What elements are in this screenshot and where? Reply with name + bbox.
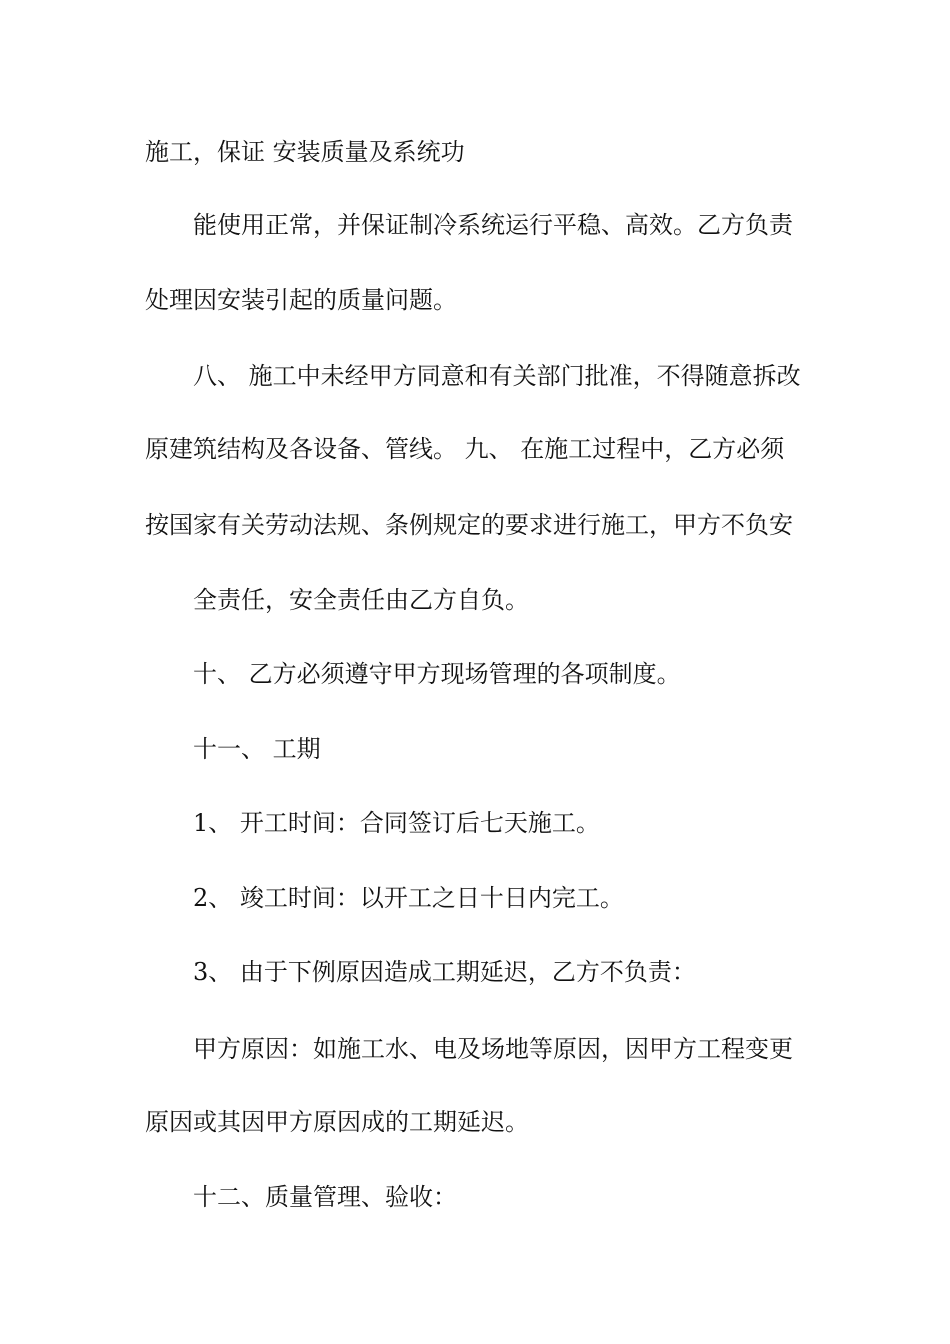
text-line-13: 甲方原因：如施工水、电及场地等原因，因甲方工程变更 [193, 1035, 793, 1063]
text-line-5: 原建筑结构及各设备、管线。 九、 在施工过程中，乙方必须 [145, 435, 785, 463]
text-line-12: 3、 由于下例原因造成工期延迟，乙方不负责： [193, 958, 696, 986]
text-line-9: 十一、 工期 [193, 735, 321, 763]
text-line-2: 能使用正常，并保证制冷系统运行平稳、高效。乙方负责 [193, 211, 793, 239]
text-line-11: 2、 竣工时间：以开工之日十日内完工。 [193, 884, 624, 912]
text-line-1: 施工，保证 安装质量及系统功 [145, 138, 465, 166]
text-line-8: 十、 乙方必须遵守甲方现场管理的各项制度。 [193, 660, 681, 688]
text-line-3: 处理因安装引起的质量问题。 [145, 286, 457, 314]
text-line-6: 按国家有关劳动法规、条例规定的要求进行施工，甲方不负安 [145, 511, 793, 539]
text-line-7: 全责任，安全责任由乙方自负。 [193, 586, 529, 614]
text-line-15: 十二、质量管理、验收： [193, 1183, 457, 1211]
text-line-14: 原因或其因甲方原因成的工期延迟。 [145, 1108, 529, 1136]
text-line-10: 1、 开工时间：合同签订后七天施工。 [193, 809, 600, 837]
text-line-4: 八、 施工中未经甲方同意和有关部门批准，不得随意拆改 [193, 362, 801, 390]
